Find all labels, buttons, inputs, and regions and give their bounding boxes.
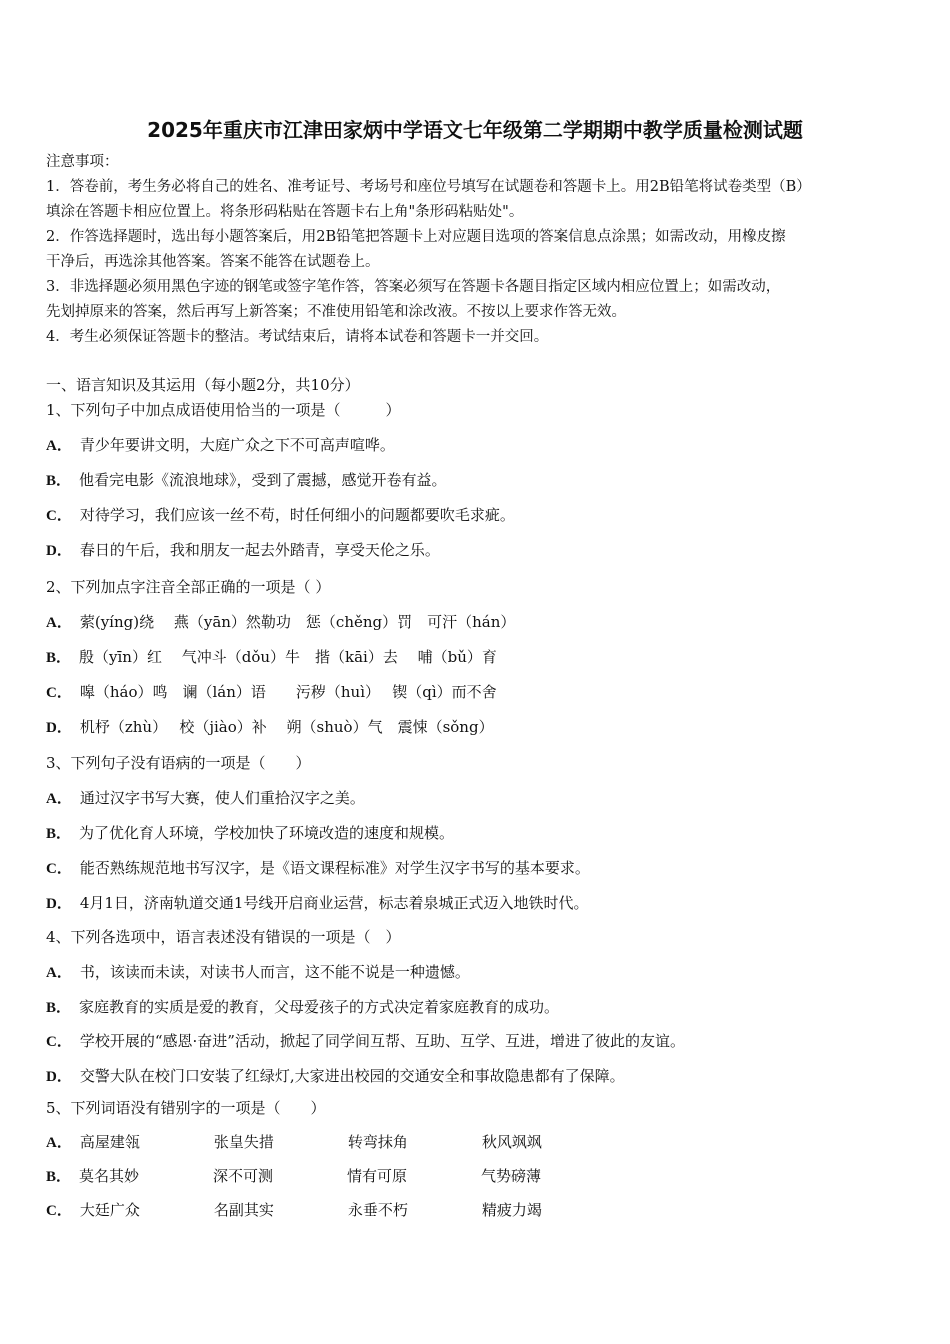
notice-line: 干净后，再选涂其他答案。答案不能答在试题卷上。: [46, 254, 380, 270]
option-letter: B．: [46, 473, 72, 489]
answer-option: [46, 647, 497, 668]
option-word: 张皇失措: [213, 1133, 274, 1151]
question-stem: 5、下列词语没有错别字的一项是（ ）: [46, 1099, 326, 1117]
notice-line: 4．考生必须保证答题卡的整洁。考试结束后，请将本试卷和答题卡一并交回。: [46, 329, 549, 345]
option-text: 家庭教育的实质是爱的教育，父母爱孩子的方式决定着家庭教育的成功。: [79, 997, 560, 1016]
answer-option: [46, 1066, 625, 1087]
option-letter: A．: [46, 965, 72, 981]
option-text: 交警大队在校门口安装了红绿灯,大家进出校园的交通安全和事故隐患都有了保障。: [79, 1066, 625, 1085]
answer-option: [46, 682, 497, 703]
option-text: 机杼（zhù） 校（jiào）补 朔（shuò）气 震悚（sǒng）: [79, 718, 494, 736]
answer-option: [46, 1200, 616, 1221]
answer-option: [46, 858, 590, 879]
question-stem: 4、下列各选项中，语言表述没有错误的一项是（ ）: [46, 928, 401, 946]
option-letter: A．: [46, 791, 72, 807]
answer-option: [46, 435, 395, 456]
option-letter: A．: [46, 1135, 72, 1151]
answer-option: [46, 470, 447, 491]
option-letter: C．: [46, 1034, 72, 1050]
option-text: 青少年要讲文明，大庭广众之下不可高声喧哗。: [79, 436, 395, 454]
question-stem: 3、下列句子没有语病的一项是（ ）: [46, 754, 311, 772]
answer-option: [46, 997, 559, 1018]
option-letter: B．: [46, 999, 72, 1016]
question-stem: 2、下列加点字注音全部正确的一项是（ ）: [46, 578, 331, 596]
option-letter: C．: [46, 508, 72, 524]
notice-line: 1．答卷前，考生务必将自己的姓名、准考证号、考场号和座位号填写在试题卷和答题卡上。用2B铅笔将试卷类型（B）: [46, 179, 811, 195]
option-word: 高屋建瓴: [79, 1133, 140, 1151]
option-letter: D．: [46, 720, 72, 736]
option-letter: B．: [46, 1169, 72, 1185]
page-title: 2025年重庆市江津田家炳中学语文七年级第二学期期中教学质量检测试题: [147, 118, 803, 142]
answer-option: [46, 1031, 685, 1052]
notice-line: 填涂在答题卡相应位置上。将条形码粘贴在答题卡右上角"条形码粘贴处"。: [46, 204, 524, 220]
option-letter: C．: [46, 685, 72, 701]
answer-option: [46, 505, 515, 526]
notice-line: 3．非选择题必须用黑色字迹的钢笔或签字笔作答，答案必须写在答题卡各题目指定区域内相应位置上；如需改动，: [46, 279, 781, 295]
answer-option: [46, 1132, 616, 1153]
option-letter: C．: [46, 861, 72, 877]
option-text: 学校开展的“感恩·奋进”活动，掀起了同学间互帮、互助、互学、互进，增进了彼此的友谊。: [79, 1032, 685, 1050]
option-word: 永垂不朽: [347, 1201, 408, 1219]
option-text: 对待学习，我们应该一丝不苟，时任何细小的问题都要吹毛求疵。: [79, 506, 515, 524]
option-word: 情有可原: [347, 1167, 408, 1185]
answer-option: [46, 962, 470, 983]
option-word: 深不可测: [213, 1167, 274, 1185]
answer-option: [46, 540, 440, 561]
option-word: 气势磅薄: [481, 1167, 542, 1185]
notice-line: 2．作答选择题时，选出每小题答案后，用2B铅笔把答题卡上对应题目选项的答案信息点涂黑；如需改动，用橡皮擦: [46, 229, 786, 245]
option-letter: D．: [46, 543, 72, 559]
option-text: 能否熟练规范地书写汉字，是《语文课程标准》对学生汉字书写的基本要求。: [79, 859, 590, 877]
option-letter: D．: [46, 896, 72, 912]
answer-option: [46, 1166, 615, 1187]
option-text: 殷（yīn）红 气冲斗（dǒu）牛 揩（kāi）去 哺（bǔ）育: [79, 648, 497, 666]
answer-option: [46, 788, 365, 809]
answer-option: [46, 893, 588, 914]
option-text: 为了优化育人环境，学校加快了环境改造的速度和规模。: [79, 824, 455, 842]
option-text: 嗥（háo）鸣 谰（lán）语 污秽（huì） 锲（qì）而不舍: [79, 683, 497, 701]
option-text: 通过汉字书写大赛，使人们重拾汉字之美。: [79, 789, 365, 807]
question-stem: 1、下列句子中加点成语使用恰当的一项是（ ）: [46, 401, 401, 419]
option-text: 春日的午后，我和朋友一起去外踏青，享受天伦之乐。: [79, 541, 440, 559]
option-word: 转弯抹角: [347, 1133, 408, 1151]
option-letter: B．: [46, 826, 72, 842]
option-letter: A．: [46, 438, 72, 454]
option-letter: A．: [46, 615, 72, 631]
option-word: 莫名其妙: [79, 1167, 140, 1185]
option-word: 精疲力竭: [481, 1201, 542, 1219]
option-word: 大廷广众: [79, 1201, 140, 1219]
notice-line: 注意事项：: [46, 154, 119, 170]
option-letter: B．: [46, 650, 72, 666]
option-letter: D．: [46, 1068, 72, 1085]
option-word: 名副其实: [213, 1201, 274, 1219]
answer-option: [46, 612, 515, 633]
option-text: 4月1日，济南轨道交通1号线开启商业运营，标志着泉城正式迈入地铁时代。: [79, 894, 589, 912]
option-text: 萦(yíng)绕 燕（yān）然勒功 惩（chěng）罚 可汗（hán）: [79, 613, 516, 631]
answer-option: [46, 823, 454, 844]
option-text: 他看完电影《流浪地球》，受到了震撼，感觉开卷有益。: [79, 471, 447, 489]
section-heading: 一、语言知识及其运用（每小题2分，共10分）: [46, 376, 360, 394]
option-word: 秋风飒飒: [481, 1133, 542, 1151]
notice-line: 先划掉原来的答案，然后再写上新答案；不准使用铅笔和涂改液。不按以上要求作答无效。: [46, 304, 626, 320]
option-text: 书，该读而未读，对读书人而言，这不能不说是一种遗憾。: [79, 963, 470, 981]
answer-option: [46, 717, 494, 738]
option-letter: C．: [46, 1203, 72, 1219]
